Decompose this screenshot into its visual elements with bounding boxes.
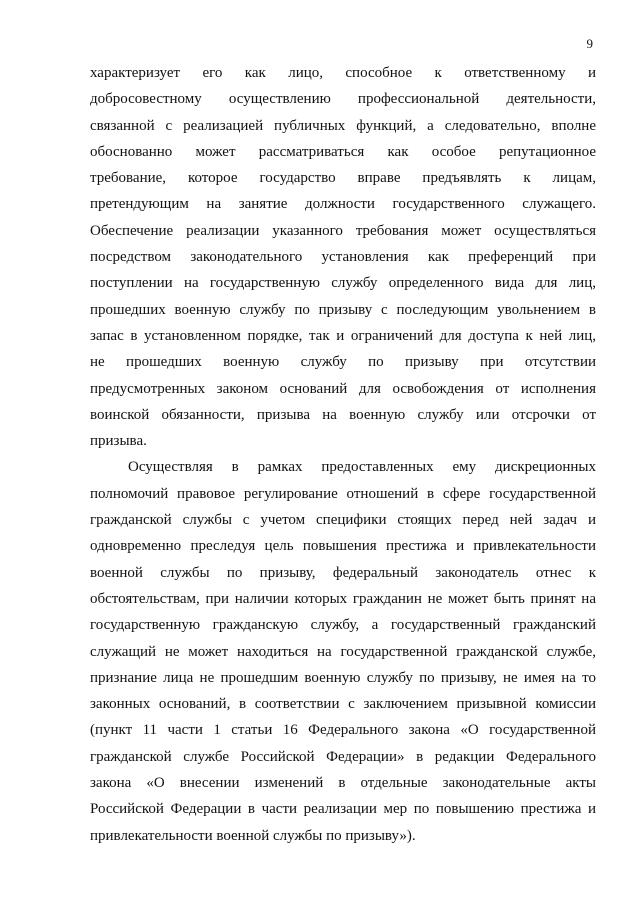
body-text [90, 60, 596, 849]
text-line: гражданской службе Российской Федерации» в редакции Федерального [90, 748, 596, 765]
text-line: Осуществляя в рамках предоставленных ему дискреционных [128, 459, 596, 476]
text-line: прошедших военную службу по призыву с последующим увольнением в [90, 301, 596, 318]
text-line: военной службы по призыву, федеральный законодатель отнес к [90, 564, 596, 581]
text-line: Российской Федерации в части реализации мер по повышению престижа и [90, 801, 596, 818]
text-line: посредством законодательного установления как преференций при [90, 249, 596, 266]
text-line: государственную гражданскую службу, а государственный гражданский [90, 617, 596, 634]
text-line: предусмотренных законом оснований для освобождения от исполнения [90, 380, 596, 397]
text-line: признание лица не прошедшим военную службу по призыву, не имея на то [90, 669, 596, 686]
text-line: одновременно преследуя цель повышения престижа и привлекательности [90, 538, 596, 555]
page-number: 9 [586, 36, 593, 51]
text-line: не прошедших военную службу по призыву при отсутствии [90, 354, 596, 371]
text-line: привлекательности военной службы по призыву»). [90, 827, 416, 844]
text-line: претендующим на занятие должности государственного служащего. [90, 196, 596, 213]
text-line: полномочий правовое регулирование отношений в сфере государственной [90, 485, 596, 502]
paragraph-1 [90, 60, 596, 454]
text-line: добросовестному осуществлению профессиональной деятельности, [90, 91, 596, 108]
text-line: закона «О внесении изменений в отдельные законодательные акты [90, 775, 596, 792]
text-line: воинской обязанности, призыва на военную службу или отсрочки от [90, 406, 596, 423]
text-line: обстоятельствам, при наличии которых гражданин не может быть принят на [90, 590, 596, 607]
text-line: поступлении на государственную службу определенного вида для лиц, [90, 275, 596, 292]
text-line: призыва. [90, 433, 147, 450]
text-line: запас в установленном порядке, так и ограничений для доступа к ней лиц, [90, 327, 596, 344]
text-line: (пункт 11 части 1 статьи 16 Федерального закона «О государственной [90, 722, 596, 739]
text-line: служащий не может находиться на государственной гражданской службе, [90, 643, 596, 660]
text-line: связанной с реализацией публичных функций, а следовательно, вполне [90, 117, 596, 134]
text-line: законных оснований, в соответствии с заключением призывной комиссии [90, 696, 596, 713]
text-line: Обеспечение реализации указанного требования может осуществляться [90, 222, 596, 239]
text-line: обоснованно может рассматриваться как особое репутационное [90, 143, 596, 160]
text-line: требование, которое государство вправе предъявлять к лицам, [90, 170, 596, 187]
text-line: гражданской службы с учетом специфики стоящих перед ней задач и [90, 512, 596, 529]
paragraph-2 [90, 454, 596, 848]
text-line: характеризует его как лицо, способное к ответственному и [90, 65, 596, 81]
